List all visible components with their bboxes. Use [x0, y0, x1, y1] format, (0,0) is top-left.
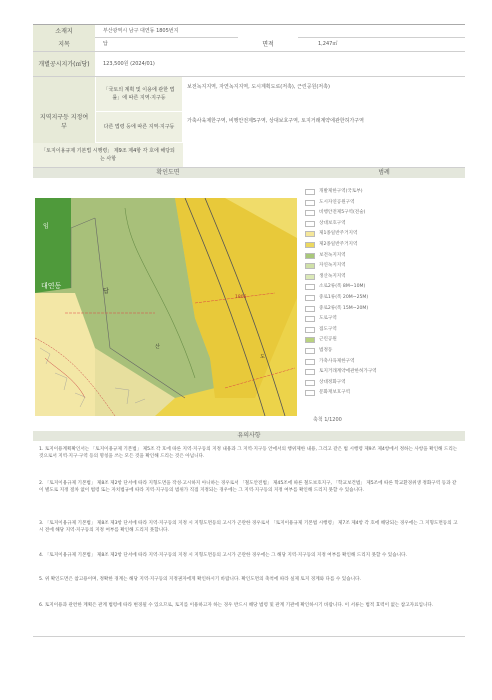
legend-item: [305, 368, 455, 376]
legend-label: 문화재보호구역: [319, 390, 351, 396]
area-label: 면적: [238, 37, 298, 51]
land-price-value: 123,500원 (2024/01): [103, 61, 155, 67]
legend-label: 법정동: [319, 348, 333, 353]
legend-swatch: [305, 306, 315, 312]
legend-swatch: [305, 221, 315, 227]
zoning-sub2-label: 다른 법령 등에 따른 지역·지구등: [96, 112, 182, 142]
notes-header: 유의사항: [33, 431, 465, 441]
legend-item: [305, 305, 455, 313]
zoning-sub2-value: 가축사육제한구역, 비행안전제5구역, 상대보호구역, 토지거래계약에관한허가구역: [187, 118, 364, 124]
legend-label: 비행안전제5구역(전술): [319, 210, 366, 216]
zoning-sub1-label: 「국토의 계획 및 이용에 관한 법률」에 따른 지역·지구등: [96, 77, 182, 111]
zoning-sub1-value: 보전녹지지역, 자연녹지지역, 도시계획도로(저촉), 근린공원(저촉): [187, 84, 330, 90]
legend-label: 제1종일반주거지역: [319, 231, 358, 237]
zoning-map: [35, 198, 297, 416]
legend-label: 개발제한구역(국토부): [319, 189, 363, 194]
legend-swatch: [305, 274, 315, 280]
legend-item: [305, 336, 455, 344]
map-label-1: 대연동: [41, 282, 62, 290]
legend-item: [305, 262, 455, 270]
legend-swatch: [305, 369, 315, 375]
legend-item: [305, 188, 455, 196]
area-value: 1,247㎡: [318, 41, 338, 47]
category-label: 지목: [33, 37, 95, 51]
legend-item: [305, 347, 455, 355]
zoning-sub3-label: 「토지이용규제 기본법 시행령」 제9조 제4항 각 호에 해당되는 사항: [33, 143, 183, 167]
page-bottom-line: [33, 636, 465, 637]
legend-item: [305, 326, 455, 334]
legend-swatch: [305, 231, 315, 237]
legend-item: [305, 252, 455, 260]
map-title: 확인도면: [156, 169, 180, 176]
note-paragraph: 6. 토지이용과 관련한 계획은 관계 법령에 따라 변경될 수 있으므로, 토지를 이용하고자 하는 경우 반드시 해당 법령 및 관계 기관에 확인하시기 바랍니다. 이 서류는 법적 효력이 없는 참고자료입니다.: [39, 603, 434, 608]
legend-item: [305, 241, 455, 249]
legend-label: 상대정화구역: [319, 379, 346, 385]
legend-label: 중로1류(폭 20M~25M): [319, 295, 369, 300]
legend-item: [305, 230, 455, 238]
document-page: [33, 18, 465, 668]
row-category: [33, 37, 465, 52]
legend-label: 토지거래계약에관한허가구역: [319, 369, 377, 375]
legend-swatch: [305, 263, 315, 269]
legend-item: [305, 315, 455, 323]
legend-swatch: [305, 189, 315, 195]
legend-label: 보전녹지지역: [319, 252, 346, 258]
legend-swatch: [305, 253, 315, 259]
row-zoning: [33, 77, 465, 168]
legend-label: 도시자연공원구역: [319, 199, 355, 205]
legend-label: 근린공원: [319, 337, 337, 343]
legend-swatch: [305, 337, 315, 343]
legend-item: [305, 389, 455, 397]
legend-label: 중로2류(폭 15M~20M): [319, 305, 369, 311]
map-label-5: 산: [155, 344, 160, 350]
legend-item: [305, 199, 455, 207]
legend-swatch: [305, 316, 315, 322]
map-label-3: 임: [43, 223, 49, 230]
legend-swatch: [305, 210, 315, 216]
legend-label: 제2종일반주거지역: [319, 242, 358, 247]
map-label-2: 답: [103, 288, 109, 295]
legend-label: 도로구역: [319, 316, 337, 322]
map-label-4: 1805: [235, 295, 247, 300]
notes-block: [33, 442, 465, 632]
legend-title: 범례: [378, 169, 390, 176]
note-paragraph: 2. 「토지이용규제 기본법」 제8조 제2항 단서에 따라 지형도면을 작성·고시하지 아니하는 경우로서 「철도안전법」 제45조에 따른 철도보호지구, 「학교보건법」 제5조에 따른 학교환경위생 정화구역 등과 같이 별도로 지정 절차 없이 법령 또는 자치법규에 따라 지역·지구등의 범위가 직접 지정되는 경우에는 그 지역·지구등의 지정 여부를 확인해 드리지 못할 수 있습니다.: [39, 481, 457, 493]
legend-swatch: [305, 390, 315, 396]
legend-list: [305, 188, 463, 408]
legend-label: 접도구역: [319, 326, 337, 332]
legend-label: 소로2류(폭 8M~10M): [319, 284, 366, 290]
category-value: 답: [103, 41, 108, 47]
map-svg: [35, 198, 297, 416]
legend-item: [305, 294, 455, 302]
note-paragraph: 4. 「토지이용규제 기본법」 제8조 제2항 단서에 따라 지역·지구등의 지정 시 지형도면등의 고시가 곤란한 경우에는 그 해당 지역·지구등의 지정 여부를 확인해 드리지 못할 수 있습니다.: [39, 553, 408, 558]
legend-swatch: [305, 359, 315, 365]
row-address: [33, 24, 465, 38]
legend-label: 생산녹지지역: [319, 273, 346, 279]
legend-item: [305, 283, 455, 291]
legend-item: [305, 273, 455, 281]
legend-label: 상대보호구역: [319, 220, 346, 226]
legend-swatch: [305, 327, 315, 333]
legend-item: [305, 358, 455, 366]
legend-swatch: [305, 242, 315, 248]
legend-label: 자연녹지지역: [319, 263, 346, 269]
scale-label: 축척 1/1200: [313, 417, 342, 423]
legend-item: [305, 209, 455, 217]
map-label-6: 도: [260, 354, 265, 360]
map-header: [33, 168, 465, 178]
legend-label: 가축사육제한구역: [319, 358, 355, 364]
legend-swatch: [305, 380, 315, 386]
legend-item: [305, 379, 455, 387]
zoning-label: 지역지구등 지정여부: [33, 77, 95, 167]
address-label: 소재지: [33, 25, 95, 37]
legend-swatch: [305, 284, 315, 290]
address-value: 부산광역시 남구 대연동 1805번지: [103, 28, 179, 34]
legend-swatch: [305, 295, 315, 301]
note-paragraph: 5. 위 확인도면은 참고용이며, 정확한 경계는 해당 지역·지구등의 지정권자에게 확인하시기 바랍니다. 확인도면의 축척에 따라 실제 토지 경계와 다를 수 있습니다.: [39, 577, 361, 582]
note-paragraph: 1. 토지이용계획확인서는 「토지이용규제 기본법」 제5조 각 호에 따른 지역·지구등의 지정 내용과 그 지역·지구등 안에서의 행위제한 내용, 그리고 같은 법 시행령 제9조 제4항에서 정하는 사항을 확인해 드리는 것으로서 지역·지구·구역 등의 명칭을 쓰는 모든 것을 확인해 드리는 것은 아닙니다.: [39, 447, 458, 459]
land-price-label: 개별공시지가(㎡당): [33, 52, 95, 76]
legend-swatch: [305, 348, 315, 354]
legend-swatch: [305, 200, 315, 206]
note-paragraph: 3. 「토지이용규제 기본법」 제8조 제3항 단서에 따라 지역·지구등의 지정 시 지형도면등의 고시가 곤란한 경우로서 「토지이용규제 기본법 시행령」 제7조 제4항 각 호에 해당되는 경우에는 그 지형도면등의 고시 전에 해당 지역·지구등의 지정 여부를 확인해 드리지 못합니다.: [39, 521, 458, 533]
row-land-price: [33, 52, 465, 77]
legend-item: [305, 220, 455, 228]
